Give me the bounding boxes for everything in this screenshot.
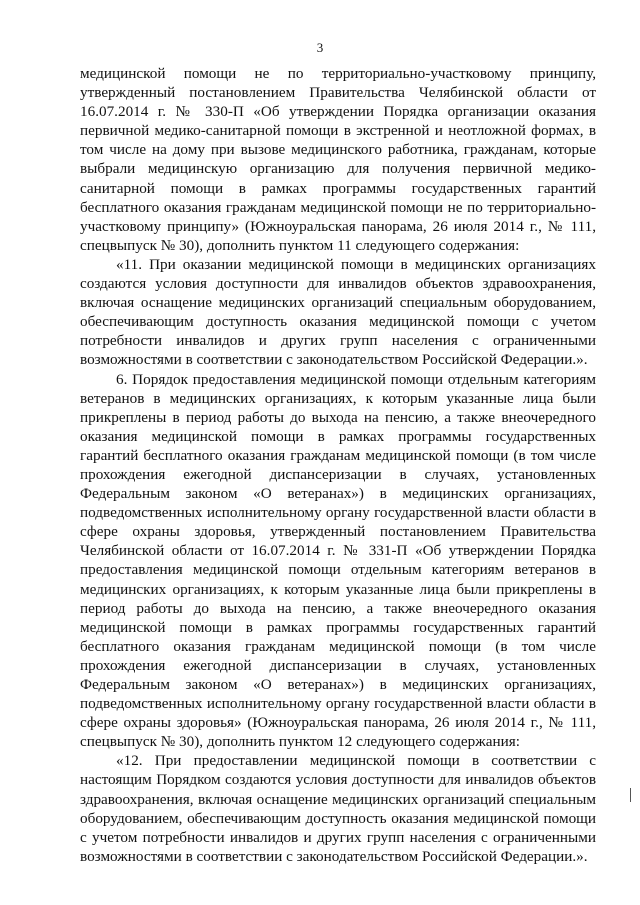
page-number: 3 xyxy=(316,40,324,55)
paragraph-clause-12: «12. При предоставлении медицинской помощи в соответствии с настоящим Порядком создаются условия доступности для инвалидов объектов здравоохранения, включая оснащение медицинских организаций специальным оборудованием, обеспечивающим доступность оказания медицинской помощи с учетом потребности инвалидов и других групп населения с ограниченными возможностями в соответствии с законодательством Российской Федерации.». xyxy=(80,752,596,865)
margin-mark xyxy=(630,788,631,802)
paragraph-clause-11: «11. При оказании медицинской помощи в медицинских организациях создаются условия доступности для инвалидов объектов здравоохранения, включая оснащение медицинских организаций специальным оборудованием, обеспечивающим доступность оказания медицинской помощи с учетом потребности инвалидов и других групп населения с ограниченными возможностями в соответствии с законодательством Российской Федерации.». xyxy=(80,255,596,369)
paragraph-item-6: 6. Порядок предоставления медицинской помощи отдельным категориям ветеранов в медицинских организациях, к которым указанные лица были прикреплены в период работы до выхода на пенсию, а также внеочередного оказания медицинской помощи в рамках программы государственных гарантий бесплатного оказания гражданам медицинской помощи (в том числе прохождения ежегодной диспансеризации в случаях, установленных Федеральным законом «О ветеранах») в медицинских организациях, подведомственных исполнительному органу государственной власти области в сфере охраны здоровья, утвержденный постановлением Правительства Челябинской области от 16.07.2014 г. № 331-П «Об утверждении Порядка предоставления медицинской помощи отдельным категориям ветеранов в медицинских организациях, к которым указанные лица были прикреплены в период работы до выхода на пенсию, а также внеочередного оказания медицинской помощи в рамках программы государственных гарантий бесплатного оказания гражданам медицинской помощи (в том числе прохождения ежегодной диспансеризации в случаях, установленных Федеральным законом «О ветеранах») в медицинских организациях, подведомственных исполнительному органу государственной власти области в сфере охраны здоровья» (Южноуральская панорама, 26 июля 2014 г., № 111, спецвыпуск № 30), дополнить пунктом 12 следующего содержания: xyxy=(80,370,596,751)
paragraph-continuation: медицинской помощи не по территориально-участковому принципу, утвержденный постановлением Правительства Челябинской области от 16.07.2014 г. № 330-П «Об утверждении Порядка организации оказания первичной медико-санитарной помощи в экстренной и неотложной формах, в том числе на дому при вызове медицинского работника, гражданам, которые выбрали медицинскую организацию для получения первичной медико-санитарной помощи в рамках программы государственных гарантий бесплатного оказания гражданам медицинской помощи не по территориально-участковому принципу» (Южноуральская панорама, 26 июля 2014 г., № 111, спецвыпуск № 30), дополнить пунктом 11 следующего содержания: xyxy=(80,65,596,254)
document-body xyxy=(80,64,596,866)
